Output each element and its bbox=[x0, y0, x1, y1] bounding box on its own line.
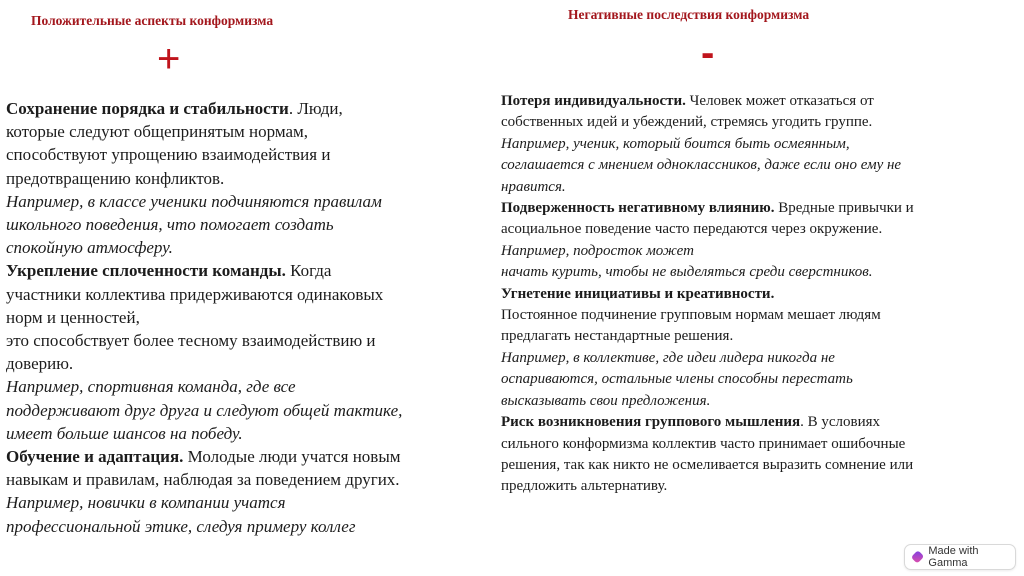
body-run: Постоянное подчинение групповым нормам мешает людям bbox=[501, 307, 881, 324]
text-line bbox=[6, 283, 402, 306]
example-run: оспариваются, остальные члены способны перестать bbox=[501, 371, 853, 388]
text-line bbox=[6, 259, 402, 282]
text-line bbox=[6, 190, 402, 213]
text-line bbox=[501, 219, 914, 240]
text-line bbox=[6, 515, 402, 538]
example-run: высказывать свои предложения. bbox=[501, 392, 711, 409]
text-line bbox=[6, 213, 402, 236]
example-run: нравится. bbox=[501, 178, 566, 195]
heading-run: Потеря индивидуальности. bbox=[501, 93, 686, 109]
text-line bbox=[6, 306, 402, 329]
gamma-logo-icon bbox=[911, 550, 925, 564]
minus-sign-icon: - bbox=[701, 31, 715, 75]
text-line bbox=[501, 91, 914, 112]
text-line bbox=[6, 236, 402, 259]
example-run: Например, спортивная команда, где все bbox=[6, 377, 296, 397]
text-line bbox=[501, 241, 914, 262]
heading-run: Риск возникновения группового мышления bbox=[501, 414, 801, 431]
text-line bbox=[6, 375, 402, 398]
body-run: собственных идей и убеждений, стремясь угодить группе. bbox=[501, 114, 873, 131]
text-line bbox=[6, 352, 402, 375]
text-line bbox=[501, 155, 914, 176]
example-run: Например, ученик, который боится быть осмеянным, bbox=[501, 135, 850, 152]
body-run: сильного конформизма коллектив часто принимает ошибочные bbox=[501, 435, 906, 452]
right-column-title: Негативные последствия конформизма bbox=[568, 7, 810, 22]
text-line bbox=[501, 198, 914, 219]
text-line bbox=[6, 143, 402, 166]
example-run: соглашается с мнением одноклассников, даже если оно ему не bbox=[501, 157, 902, 174]
text-line bbox=[501, 134, 914, 155]
heading-run: Угнетение инициативы и креативности. bbox=[501, 285, 775, 302]
body-run: . Люди, bbox=[288, 99, 343, 118]
body-run: которые следуют общепринятым нормам, bbox=[6, 122, 309, 142]
body-run: Молодые люди учатся новым bbox=[183, 447, 401, 467]
body-run: . В условиях bbox=[800, 414, 881, 431]
text-line bbox=[6, 167, 402, 190]
left-column-title: Положительные аспекты конформизма bbox=[31, 13, 274, 28]
text-line bbox=[501, 305, 914, 326]
left-column-text bbox=[6, 97, 402, 538]
example-run: Например, подросток может bbox=[501, 242, 694, 259]
example-run: спокойную атмосферу. bbox=[6, 238, 173, 258]
text-line bbox=[501, 455, 914, 476]
made-with-gamma-badge[interactable] bbox=[904, 544, 1016, 570]
body-run: предлагать нестандартные решения. bbox=[501, 328, 734, 345]
example-run: Например, в классе ученики подчиняются правилам bbox=[6, 191, 382, 211]
text-line bbox=[501, 284, 914, 305]
text-line bbox=[501, 391, 914, 412]
right-column-text bbox=[501, 91, 914, 498]
text-line bbox=[6, 120, 402, 143]
body-run: это способствует более тесному взаимодействию и bbox=[6, 331, 376, 351]
text-line bbox=[6, 468, 402, 491]
example-run: начать курить, чтобы не выделяться среди сверстников. bbox=[501, 264, 873, 281]
body-run: доверию. bbox=[6, 354, 74, 374]
heading-run: Укрепление сплоченности команды. bbox=[6, 261, 286, 281]
body-run: предложить альтернативу. bbox=[501, 478, 668, 495]
text-line bbox=[501, 326, 914, 347]
heading-run: Сохранение порядка и стабильности bbox=[6, 99, 289, 118]
plus-sign-icon: + bbox=[157, 37, 181, 81]
body-run: Когда bbox=[285, 261, 332, 281]
body-run: участники коллектива придерживаются одинаковых bbox=[6, 284, 384, 304]
text-line bbox=[501, 369, 914, 390]
example-run: Например, новички в компании учатся bbox=[6, 493, 286, 513]
body-run: предотвращению конфликтов. bbox=[6, 168, 225, 188]
badge-label: Made with Gamma bbox=[928, 545, 979, 569]
text-line bbox=[6, 399, 402, 422]
heading-run: Подверженность негативному влиянию. bbox=[501, 200, 775, 217]
example-run: школьного поведения, что помогает создать bbox=[6, 215, 334, 235]
example-run: имеет больше шансов на победу. bbox=[6, 423, 243, 443]
body-run: способствуют упрощению взаимодействия и bbox=[6, 145, 331, 165]
text-line bbox=[6, 97, 402, 120]
heading-run: Обучение и адаптация. bbox=[6, 447, 184, 467]
text-line bbox=[6, 445, 402, 468]
text-line bbox=[501, 348, 914, 369]
body-run: Вредные привычки и bbox=[774, 200, 914, 217]
body-run: Человек может отказаться от bbox=[685, 93, 874, 109]
text-line bbox=[6, 422, 402, 445]
example-run: профессиональной этике, следуя примеру коллег bbox=[6, 516, 356, 536]
body-run: норм и ценностей, bbox=[6, 307, 140, 327]
body-run: асоциальное поведение часто передаются через окружение. bbox=[501, 221, 883, 238]
text-line bbox=[501, 476, 914, 497]
text-line bbox=[6, 491, 402, 514]
text-line bbox=[501, 434, 914, 455]
body-run: решения, так как никто не осмеливается выразить сомнение или bbox=[501, 456, 914, 473]
body-run: навыкам и правилам, наблюдая за поведением других. bbox=[6, 470, 400, 490]
example-run: поддерживают друг друга и следуют общей тактике, bbox=[6, 400, 403, 420]
text-line bbox=[501, 112, 914, 133]
text-line bbox=[501, 262, 914, 283]
text-line bbox=[501, 412, 914, 433]
example-run: Например, в коллективе, где идеи лидера никогда не bbox=[501, 349, 835, 366]
text-line bbox=[501, 177, 914, 198]
text-line bbox=[6, 329, 402, 352]
